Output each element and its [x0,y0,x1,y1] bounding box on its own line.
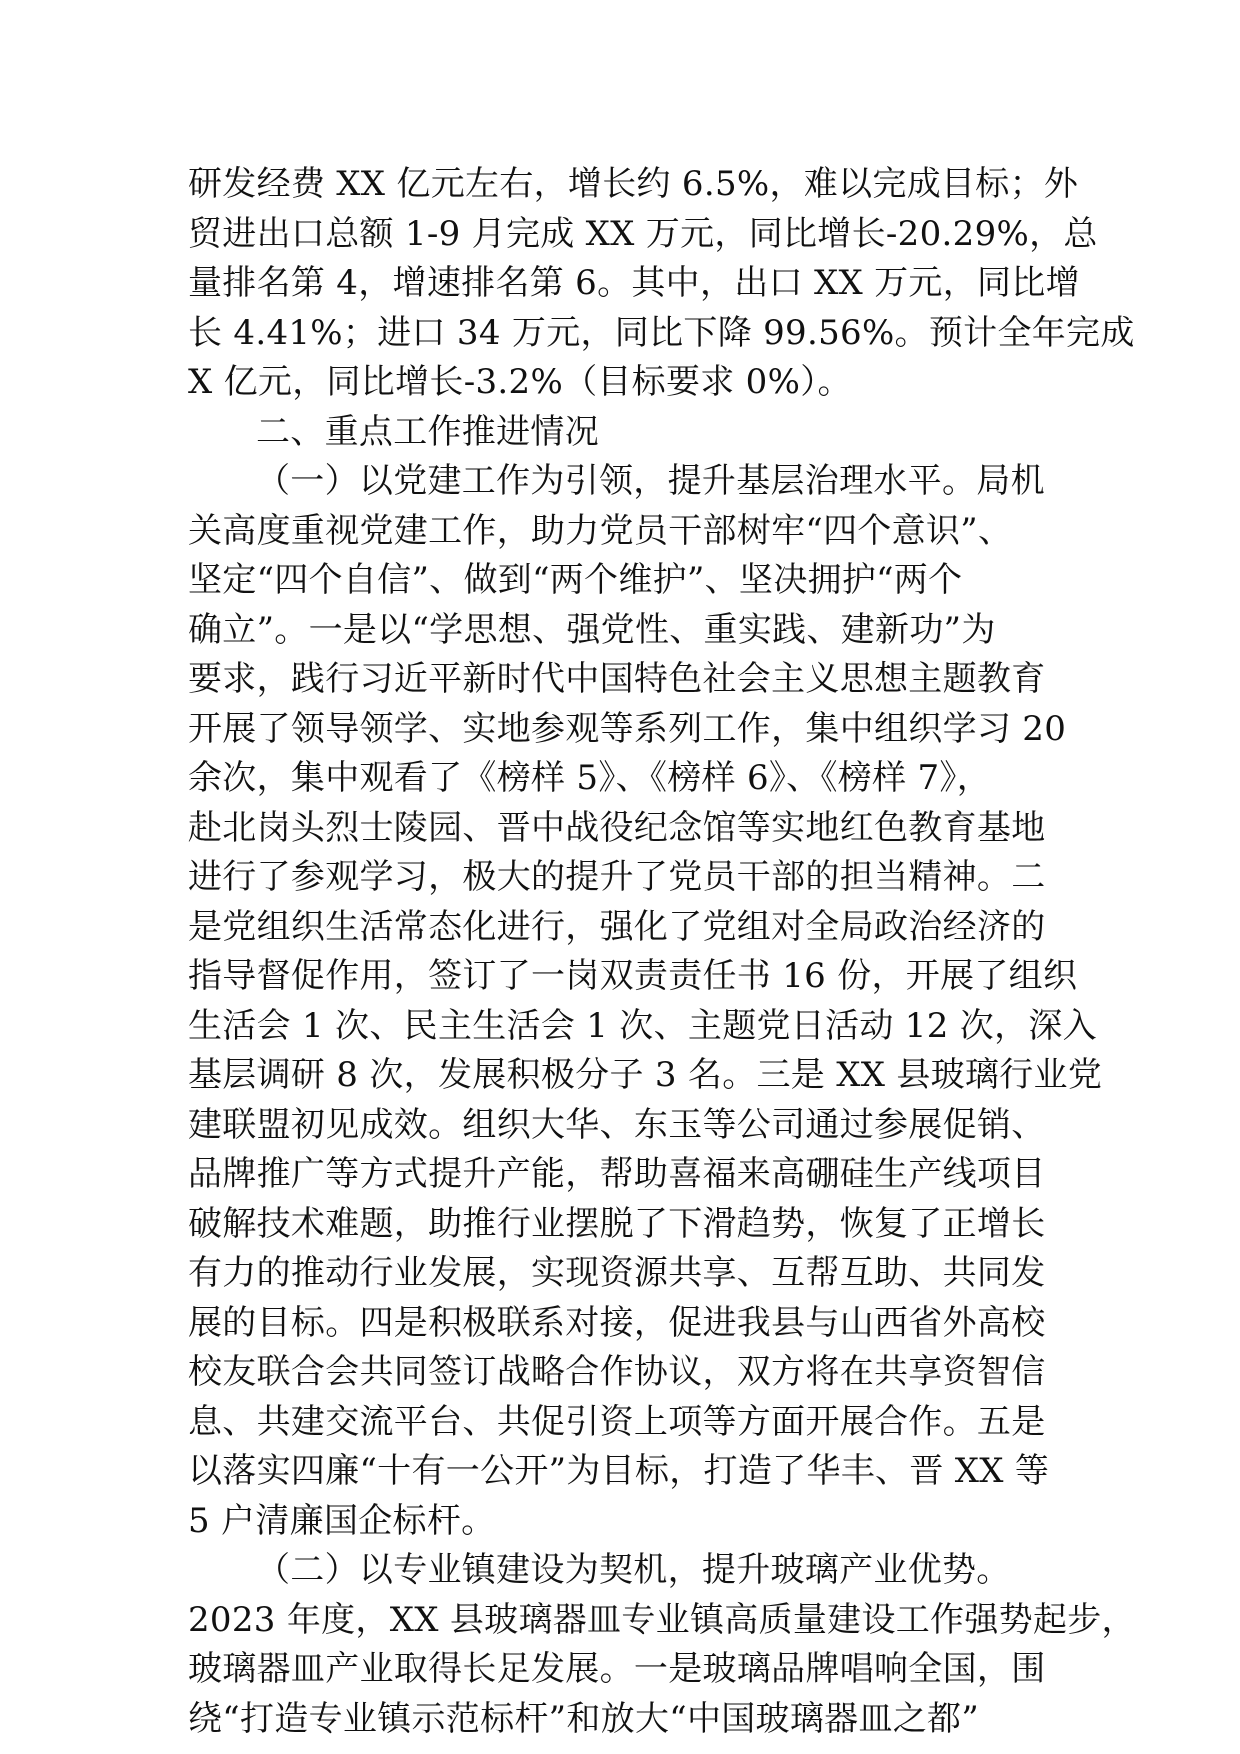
document-page [188,160,1136,1744]
text-line: 校友联合会共同签订战略合作协议，双方将在共享资智信 [188,1352,1046,1392]
text-line: 品牌推广等方式提升产能，帮助喜福来高硼硅生产线项目 [188,1154,1046,1194]
text-line: 开展了领导领学、实地参观等系列工作，集中组织学习 20 [188,708,1067,749]
text-line: 基层调研 8 次，发展积极分子 3 名。三是 XX 县玻璃行业党 [188,1055,1103,1095]
text-line: 要求，践行习近平新时代中国特色社会主义思想主题教育 [188,659,1046,699]
text-line: 2023 年度，XX 县玻璃器皿专业镇高质量建设工作强势起步， [188,1599,1136,1640]
text-line: 贸进出口总额 1-9 月完成 XX 万元，同比增长-20.29%，总 [188,213,1098,254]
text-line: 破解技术难题，助推行业摆脱了下滑趋势，恢复了正增长 [188,1203,1046,1244]
text-line: 玻璃器皿产业取得长足发展。一是玻璃品牌唱响全国，围 [188,1649,1046,1689]
text-line: （二）以专业镇建设为契机，提升玻璃产业优势。 [256,1550,1011,1590]
text-line: 展的目标。四是积极联系对接，促进我县与山西省外高校 [188,1302,1046,1343]
text-line: 生活会 1 次、民主生活会 1 次、主题党日活动 12 次，深入 [188,1005,1097,1046]
section-heading [188,408,1054,458]
text-line: 5 户清廉国企标杆。 [188,1500,496,1541]
text-line: 长 4.41%；进口 34 万元，同比下降 99.56%。预计全年完成 [188,312,1135,353]
paragraph-summary [188,160,1135,408]
text-line: X 亿元，同比增长-3.2%（目标要求 0%）。 [188,362,852,402]
text-line: 量排名第 4，增速排名第 6。其中，出口 XX 万元，同比增 [188,263,1080,303]
heading-line: 二、重点工作推进情况 [256,411,599,452]
paragraph-glass-industry [188,1546,1136,1744]
text-line: 确立”。一是以“学思想、强党性、重实践、建新功”为 [188,609,996,650]
text-line: 坚定“四个自信”、做到“两个维护”、坚决拥护“两个 [188,560,963,600]
text-line: 赴北岗头烈士陵园、晋中战役纪念馆等实地红色教育基地 [188,807,1046,848]
text-line: （一）以党建工作为引领，提升基层治理水平。局机 [256,461,1045,501]
text-line: 有力的推动行业发展，实现资源共享、互帮互助、共同发 [188,1253,1046,1293]
text-line: 绕“打造专业镇示范标杆”和放大“中国玻璃器皿之都” [188,1698,980,1739]
text-line: 息、共建交流平台、共促引资上项等方面开展合作。五是 [188,1401,1046,1442]
text-line: 指导督促作用，签订了一岗双责责任书 16 份，开展了组织 [188,956,1078,996]
text-line: 研发经费 XX 亿元左右，增长约 6.5%，难以完成目标；外 [188,164,1079,204]
text-line: 是党组织生活常态化进行，强化了党组对全局政治经济的 [188,906,1046,947]
paragraph-party-building [188,457,1103,1546]
text-line: 进行了参观学习，极大的提升了党员干部的担当精神。二 [188,857,1046,897]
text-line: 建联盟初见成效。组织大华、东玉等公司通过参展促销、 [188,1104,1046,1145]
text-line: 余次，集中观看了《榜样 5》、《榜样 6》、《榜样 7》， [188,758,992,798]
text-line: 关高度重视党建工作，助力党员干部树牢“四个意识”、 [188,510,1013,551]
text-line: 以落实四廉“十有一公开”为目标，打造了华丰、晋 XX 等 [188,1451,1050,1491]
